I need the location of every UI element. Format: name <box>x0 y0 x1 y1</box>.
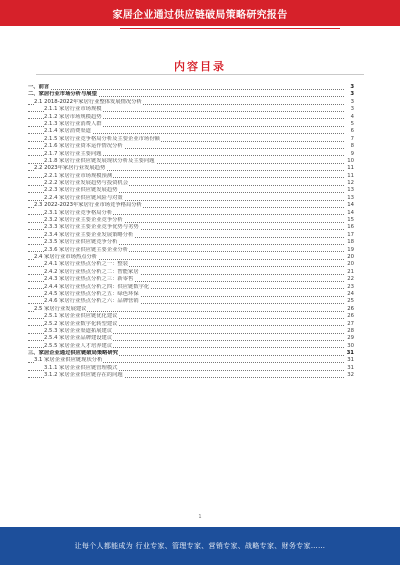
toc-entry-page: 6 <box>350 128 354 135</box>
toc-entry-text: 3.1 家居企业供应链现状分析 <box>34 357 103 364</box>
toc-entry[interactable] <box>28 306 354 313</box>
report-title: 家居企业通过供应链破局策略研究报告 <box>112 10 288 21</box>
toc-entry[interactable] <box>28 99 354 106</box>
toc-entry-text: 2.3.2 家居行业主要企业竞争分析 <box>44 217 123 224</box>
footer-slogan: 让每个人都能成为 行业专家、管理专家、营销专家、战略专家、财务专家…… <box>74 542 326 550</box>
toc-entry-text: 2.1.7 家居行业主要问题 <box>44 150 102 157</box>
toc-entry-text: 2.4.2 家居行业热点分析之二：智能家居 <box>44 268 139 275</box>
toc-entry[interactable] <box>28 335 354 342</box>
toc-entry[interactable] <box>28 350 354 357</box>
toc-entry-page: 25 <box>347 298 354 305</box>
toc-entry-page: 22 <box>347 276 354 283</box>
toc-entry[interactable] <box>28 187 354 194</box>
toc-entry-text: 2.3 2022-2023年家居行业市场竞争格局分析 <box>34 202 142 209</box>
page-number: 1 <box>198 514 202 520</box>
toc-entry-text: 2.2.4 家居行业供应链风险与对策 <box>44 194 123 201</box>
toc-entry-page: 21 <box>347 268 354 275</box>
toc-entry-page: 3 <box>350 84 354 90</box>
toc-entry-page: 7 <box>350 135 354 142</box>
toc-entry-text: 2.5 家居行业发展建议 <box>34 305 87 312</box>
toc-entry-text: 2.4.6 家居行业热点分析之六：品牌营销 <box>44 298 139 305</box>
toc-entry-page: 24 <box>347 290 354 297</box>
toc-entry-page: 16 <box>347 224 354 231</box>
table-of-contents <box>28 84 354 380</box>
toc-entry-page: 8 <box>350 143 354 150</box>
toc-entry-text: 2.1.3 家居行业消费人群 <box>44 120 102 127</box>
toc-entry-text: 3.1.2 家居企业供应链存在的问题 <box>44 372 123 379</box>
toc-entry[interactable] <box>28 158 354 165</box>
toc-entry-page: 31 <box>347 364 354 371</box>
toc-entry-text: 二、家居行业市场分析与展望 <box>28 91 97 98</box>
toc-entry[interactable] <box>28 291 354 298</box>
toc-entry-page: 9 <box>350 150 354 157</box>
toc-entry[interactable] <box>28 254 354 261</box>
toc-entry-text: 2.1.5 家居行业竞争格局分析及主要企业市场份额 <box>44 135 160 142</box>
toc-entry-page: 4 <box>350 113 354 120</box>
toc-entry-text: 2.5.3 家居企业渠道拓展建议 <box>44 327 113 334</box>
toc-entry[interactable] <box>28 202 354 209</box>
toc-entry-text: 2.4.5 家居行业热点分析之五：绿色环保 <box>44 290 139 297</box>
toc-entry-text: 2.4.4 家居行业热点分析之四：供应链数字化 <box>44 283 150 290</box>
toc-entry-page: 29 <box>347 335 354 342</box>
toc-entry[interactable] <box>28 247 354 254</box>
toc-entry-text: 2.4.1 家居行业热点分析之一：整装 <box>44 261 129 268</box>
toc-entry-page: 17 <box>347 231 354 238</box>
toc-entry-page: 3 <box>350 91 354 98</box>
toc-entry-text: 2.3.1 家居行业竞争格局分析 <box>44 209 113 216</box>
toc-entry[interactable] <box>28 84 354 91</box>
toc-entry-text: 2.4.3 家居行业热点分析之三：新零售 <box>44 276 134 283</box>
toc-entry-text: 2.2.1 家居行业市场规模预测 <box>44 172 113 179</box>
toc-entry-page: 31 <box>346 350 354 357</box>
toc-entry-page: 12 <box>347 180 354 187</box>
toc-entry-text: 2.3.5 家居行业供应链竞争分析 <box>44 239 118 246</box>
toc-entry-text: 2.5.5 家居企业人才培养建议 <box>44 342 113 349</box>
toc-entry-text: 2.2.3 家居行业供应链发展趋势 <box>44 187 118 194</box>
toc-entry-text: 一、前言 <box>28 84 50 90</box>
toc-entry-page: 10 <box>347 157 354 164</box>
toc-entry-page: 30 <box>347 342 354 349</box>
toc-entry-text: 2.5.1 家居企业供应链优化建议 <box>44 313 118 320</box>
toc-title: 内容目录 <box>174 60 226 73</box>
toc-entry-text: 2.5.4 家居企业品牌建设建议 <box>44 335 113 342</box>
toc-entry[interactable] <box>28 195 354 202</box>
toc-entry-text: 2.1.6 家居行业资本运作情况分析 <box>44 143 123 150</box>
toc-entry-page: 13 <box>347 187 354 194</box>
toc-entry-text: 2.2.2 家居行业发展趋势与投资机会 <box>44 180 129 187</box>
toc-entry-text: 3.1.1 家居企业供应链管理模式 <box>44 364 118 371</box>
toc-entry[interactable] <box>28 372 354 379</box>
toc-entry-text: 2.1.4 家居消费渠道 <box>44 128 91 135</box>
toc-entry-text: 2.5.2 家居企业数字化转型建议 <box>44 320 118 327</box>
toc-entry-page: 14 <box>347 209 354 216</box>
toc-entry[interactable] <box>28 217 354 224</box>
toc-entry-page: 20 <box>347 261 354 268</box>
toc-entry-page: 26 <box>347 305 354 312</box>
toc-entry-page: 28 <box>347 327 354 334</box>
toc-entry[interactable] <box>28 121 354 128</box>
toc-entry[interactable] <box>28 173 354 180</box>
toc-entry-page: 26 <box>347 313 354 320</box>
toc-entry-page: 11 <box>347 165 354 172</box>
toc-entry[interactable] <box>28 143 354 150</box>
toc-entry[interactable] <box>28 114 354 121</box>
toc-entry-page: 3 <box>350 98 354 105</box>
toc-entry-page: 11 <box>347 172 354 179</box>
toc-entry-text: 2.2 2023年家居行业发展趋势 <box>34 165 106 172</box>
toc-entry[interactable] <box>28 224 354 231</box>
toc-entry[interactable] <box>28 165 354 172</box>
toc-entry[interactable] <box>28 106 354 113</box>
toc-entry-text: 2.1 2018-2022年家居行业整体发展情况分析 <box>34 98 142 105</box>
toc-entry-page: 3 <box>350 106 354 113</box>
toc-entry[interactable] <box>28 284 354 291</box>
toc-entry[interactable] <box>28 343 354 350</box>
toc-entry-page: 31 <box>347 357 354 364</box>
toc-entry-text: 2.1.1 家居行业市场规模 <box>44 106 102 113</box>
toc-entry-page: 27 <box>347 320 354 327</box>
toc-entry-page: 14 <box>347 202 354 209</box>
toc-entry-page: 13 <box>347 194 354 201</box>
dot-leader <box>28 89 344 90</box>
toc-entry[interactable] <box>28 91 354 98</box>
toc-entry-page: 32 <box>347 372 354 379</box>
toc-entry[interactable] <box>28 151 354 158</box>
toc-entry[interactable] <box>28 357 354 364</box>
toc-entry-text: 2.1.2 家居市场规模趋势 <box>44 113 102 120</box>
toc-entry-text: 2.3.3 家居行业主要企业竞争优势与劣势 <box>44 224 139 231</box>
toc-entry[interactable] <box>28 136 354 143</box>
toc-entry-text: 2.3.4 家居行业主要企业发展策略分析 <box>44 231 134 238</box>
toc-entry[interactable] <box>28 128 354 135</box>
toc-entry-text: 2.4 家居行业市场热点分析 <box>34 253 98 260</box>
toc-entry[interactable] <box>28 232 354 239</box>
toc-entry-text: 2.3.6 家居行业供应链主要企业分析 <box>44 246 129 253</box>
toc-entry[interactable] <box>28 276 354 283</box>
toc-entry-page: 23 <box>347 283 354 290</box>
toc-entry-page: 5 <box>350 120 354 127</box>
toc-entry-page: 19 <box>347 246 354 253</box>
toc-entry-text: 2.1.8 家居行业供应链发展现状分析及主要问题 <box>44 157 155 164</box>
toc-entry-page: 15 <box>347 217 354 224</box>
toc-entry[interactable] <box>28 298 354 305</box>
toc-entry-page: 20 <box>347 253 354 260</box>
toc-entry[interactable] <box>28 210 354 217</box>
toc-entry[interactable] <box>28 313 354 320</box>
toc-entry[interactable] <box>28 239 354 246</box>
toc-entry[interactable] <box>28 365 354 372</box>
header-underline <box>120 28 340 29</box>
toc-entry-page: 18 <box>347 239 354 246</box>
toc-entry-text: 三、家居企业通过供应链破局策略研究 <box>28 350 119 357</box>
toc-entry[interactable] <box>28 261 354 268</box>
toc-entry[interactable] <box>28 269 354 276</box>
toc-entry[interactable] <box>28 328 354 335</box>
divider <box>36 74 364 75</box>
toc-entry[interactable] <box>28 321 354 328</box>
toc-entry[interactable] <box>28 180 354 187</box>
